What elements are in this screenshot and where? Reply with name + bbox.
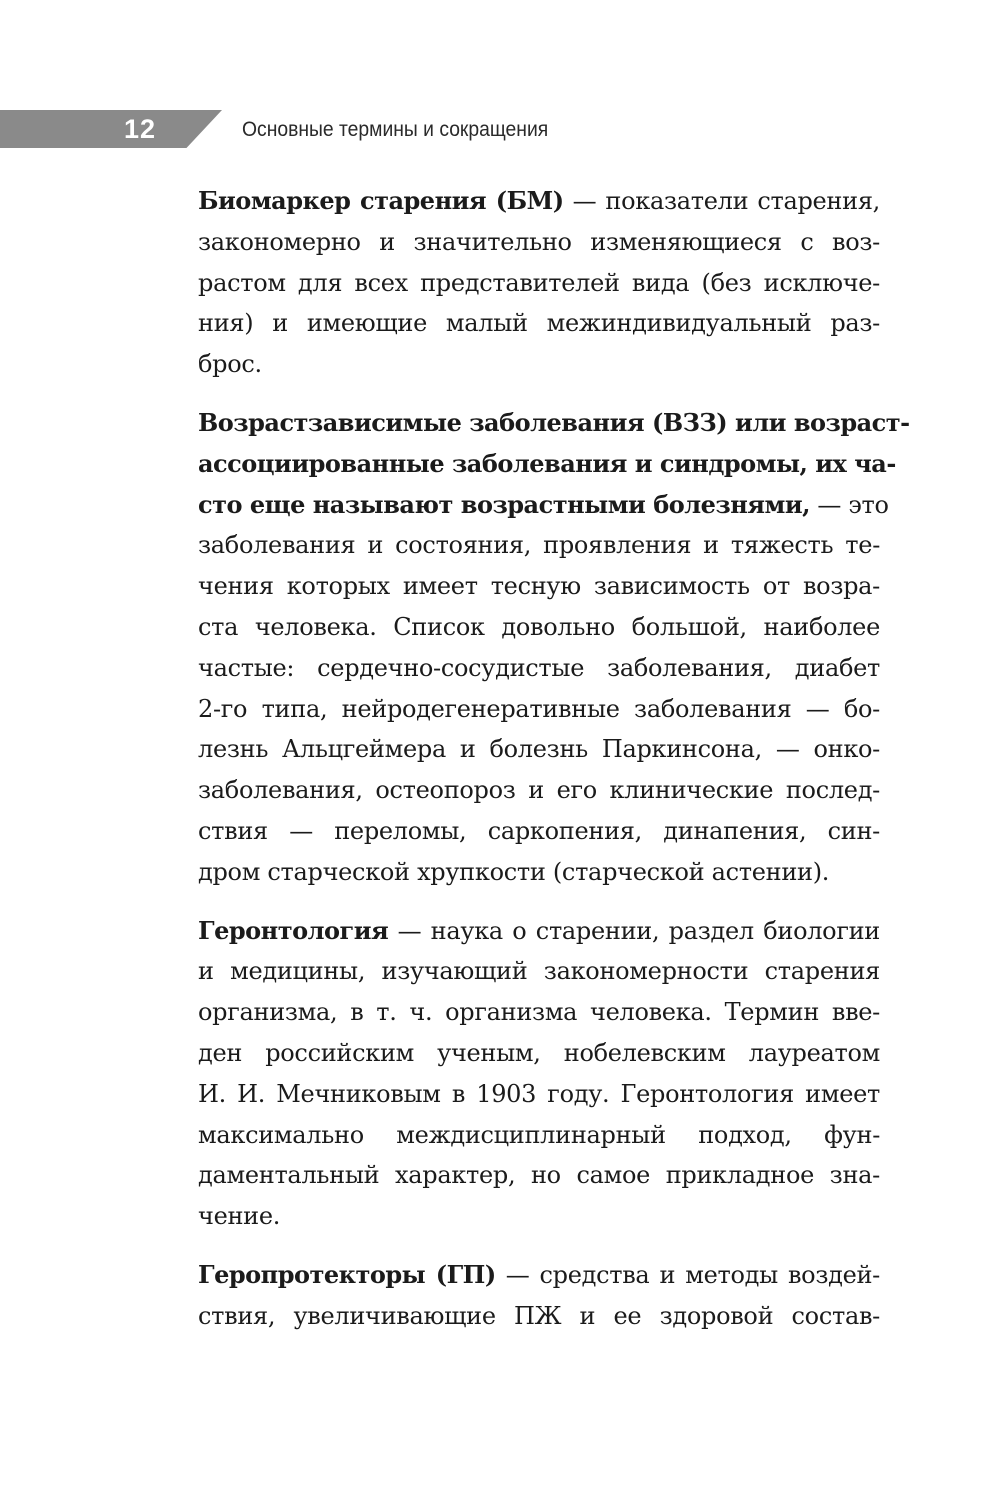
text-line — [198, 181, 880, 222]
glossary-entry — [198, 403, 910, 893]
running-header — [0, 110, 1000, 150]
text-line: и медицины, изучающий закономерности старения — [198, 957, 880, 986]
text-line: частые: сердечно-сосудистые заболевания, диабет — [198, 653, 880, 682]
text-line — [198, 911, 880, 952]
term-line: ассоциированные заболевания и синдромы, их ча- — [198, 448, 896, 478]
text-line: ден российским ученым, нобелевским лауреатом — [198, 1038, 880, 1067]
text-line: 2-го типа, нейродегенеративные заболевания — бо- — [198, 694, 880, 723]
text-line — [198, 485, 889, 526]
term: Геропротекторы (ГП) — [198, 1259, 496, 1289]
text-line: максимально междисциплинарный подход, фун- — [198, 1120, 880, 1149]
definition-text: — показатели старения, — [563, 187, 880, 215]
term-line: Возрастзависимые заболевания (ВЗЗ) или возраст- — [198, 407, 910, 437]
glossary-entry — [198, 181, 880, 385]
term: Биомаркер старения (БМ) — [198, 186, 564, 215]
page-number: 12 — [124, 114, 157, 144]
text-line: ния) и имеющие малый межиндивидуальный раз- — [198, 309, 880, 338]
text-line: чение. — [198, 1202, 281, 1231]
text-line: лезнь Альцгеймера и болезнь Паркинсона, — онко- — [198, 735, 880, 764]
text-line: чения которых имеет тесную зависимость от возра- — [198, 572, 880, 601]
text-line: даментальный характер, но самое прикладное зна- — [198, 1161, 880, 1190]
definition-text: — средства и методы воздей- — [495, 1260, 880, 1289]
definition-text: — это — [810, 490, 889, 519]
text-line: заболевания, остеопороз и его клинические послед- — [198, 776, 880, 805]
text-line: брос. — [198, 350, 262, 379]
text-line: ствия — переломы, саркопения, динапения, син- — [198, 816, 880, 845]
text-line: организма, в т. ч. организма человека. Термин вве- — [198, 998, 880, 1027]
text-line: растом для всех представителей вида (без исключе- — [198, 268, 880, 297]
text-line: заболевания и состояния, проявления и тяжесть те- — [198, 531, 880, 560]
term: Геронтология — [198, 915, 389, 945]
text-line: И. И. Мечниковым в 1903 году. Геронтология имеет — [198, 1079, 880, 1108]
glossary-entry — [198, 911, 880, 1237]
term: сто еще называют возрастными болезнями, — [198, 489, 811, 519]
running-title: Основные термины и сокращения — [242, 118, 549, 141]
glossary-entry — [198, 1255, 880, 1337]
text-line: закономерно и значительно изменяющиеся с воз- — [198, 227, 880, 256]
text-line: ствия, увеличивающие ПЖ и ее здоровой состав- — [198, 1301, 880, 1330]
text-line: дром старческой хрупкости (старческой астении). — [198, 857, 830, 886]
definition-text: — наука о старении, раздел биологии — [388, 916, 880, 945]
glossary-content — [198, 181, 910, 1355]
text-line — [198, 1255, 880, 1296]
text-line: ста человека. Список довольно большой, наиболее — [198, 612, 880, 641]
